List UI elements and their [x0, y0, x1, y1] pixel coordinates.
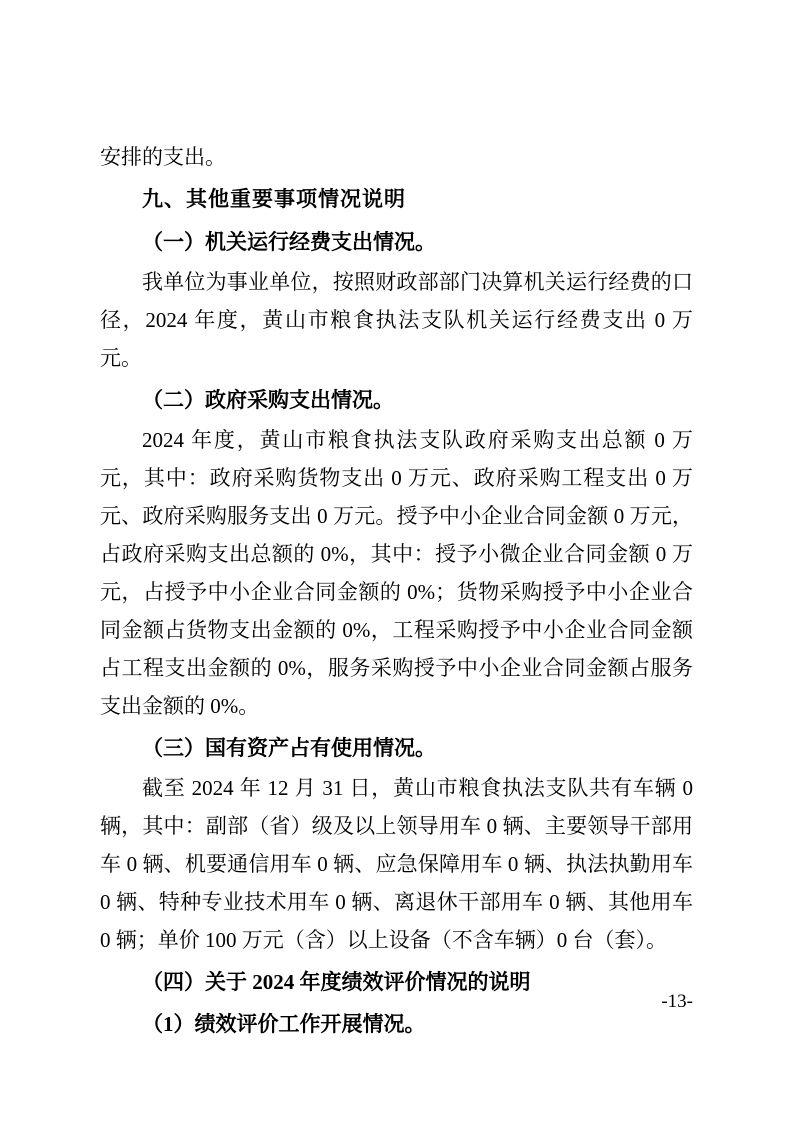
paragraph-sub2-body: 2024 年度，黄山市粮食执法支队政府采购支出总额 0 万元，其中：政府采购货物支出 0 万元、政府采购工程支出 0 万元、政府采购服务支出 0 万元。授予中小企业合同金额 0 万元，占政府采购支出总额的 0%，其中：授予小微企业合同金额 0 万元，占授予中小企业合同金额的 0%；货物采购授予中小企业合同金额占货物支出金额的 0%，工程采购授予中小企业合同金额占工程支出金额的 0%，服务采购授予中小企业合同金额占服务支出金额的 0%。: [100, 428, 693, 718]
heading-sub2-government-procurement: （二）政府采购支出情况。: [142, 388, 394, 412]
paragraph-sub1-body: 我单位为事业单位，按照财政部部门决算机关运行经费的口径，2024 年度，黄山市粮食执法支队机关运行经费支出 0 万元。: [100, 270, 693, 370]
heading-section-9: 九、其他重要事项情况说明: [142, 188, 406, 211]
heading-sub3-state-assets: （三）国有资产占有使用情况。: [142, 736, 436, 760]
paragraph-sub3-body: 截至 2024 年 12 月 31 日，黄山市粮食执法支队共有车辆 0 辆，其中：副部（省）级及以上领导用车 0 辆、主要领导干部用车 0 辆、机要通信用车 0 辆、应急保障用车 0 辆、执法执勤用车 0 辆、特种专业技术用车 0 辆、离退休干部用车 0 辆、其他用车 0 辆；单价 100 万元（含）以上设备（不含车辆）0 台（套）。: [100, 776, 693, 952]
page-number: -13-: [661, 991, 693, 1012]
heading-sub4-1-performance-work: （1）绩效评价工作开展情况。: [142, 1012, 426, 1036]
paragraph-continuation: 安排的支出。: [100, 145, 226, 169]
document-body: [100, 138, 693, 1045]
heading-sub1-agency-operating-expense: （一）机关运行经费支出情况。: [142, 230, 436, 254]
heading-sub4-performance-evaluation: （四）关于 2024 年度绩效评价情况的说明: [142, 970, 531, 994]
